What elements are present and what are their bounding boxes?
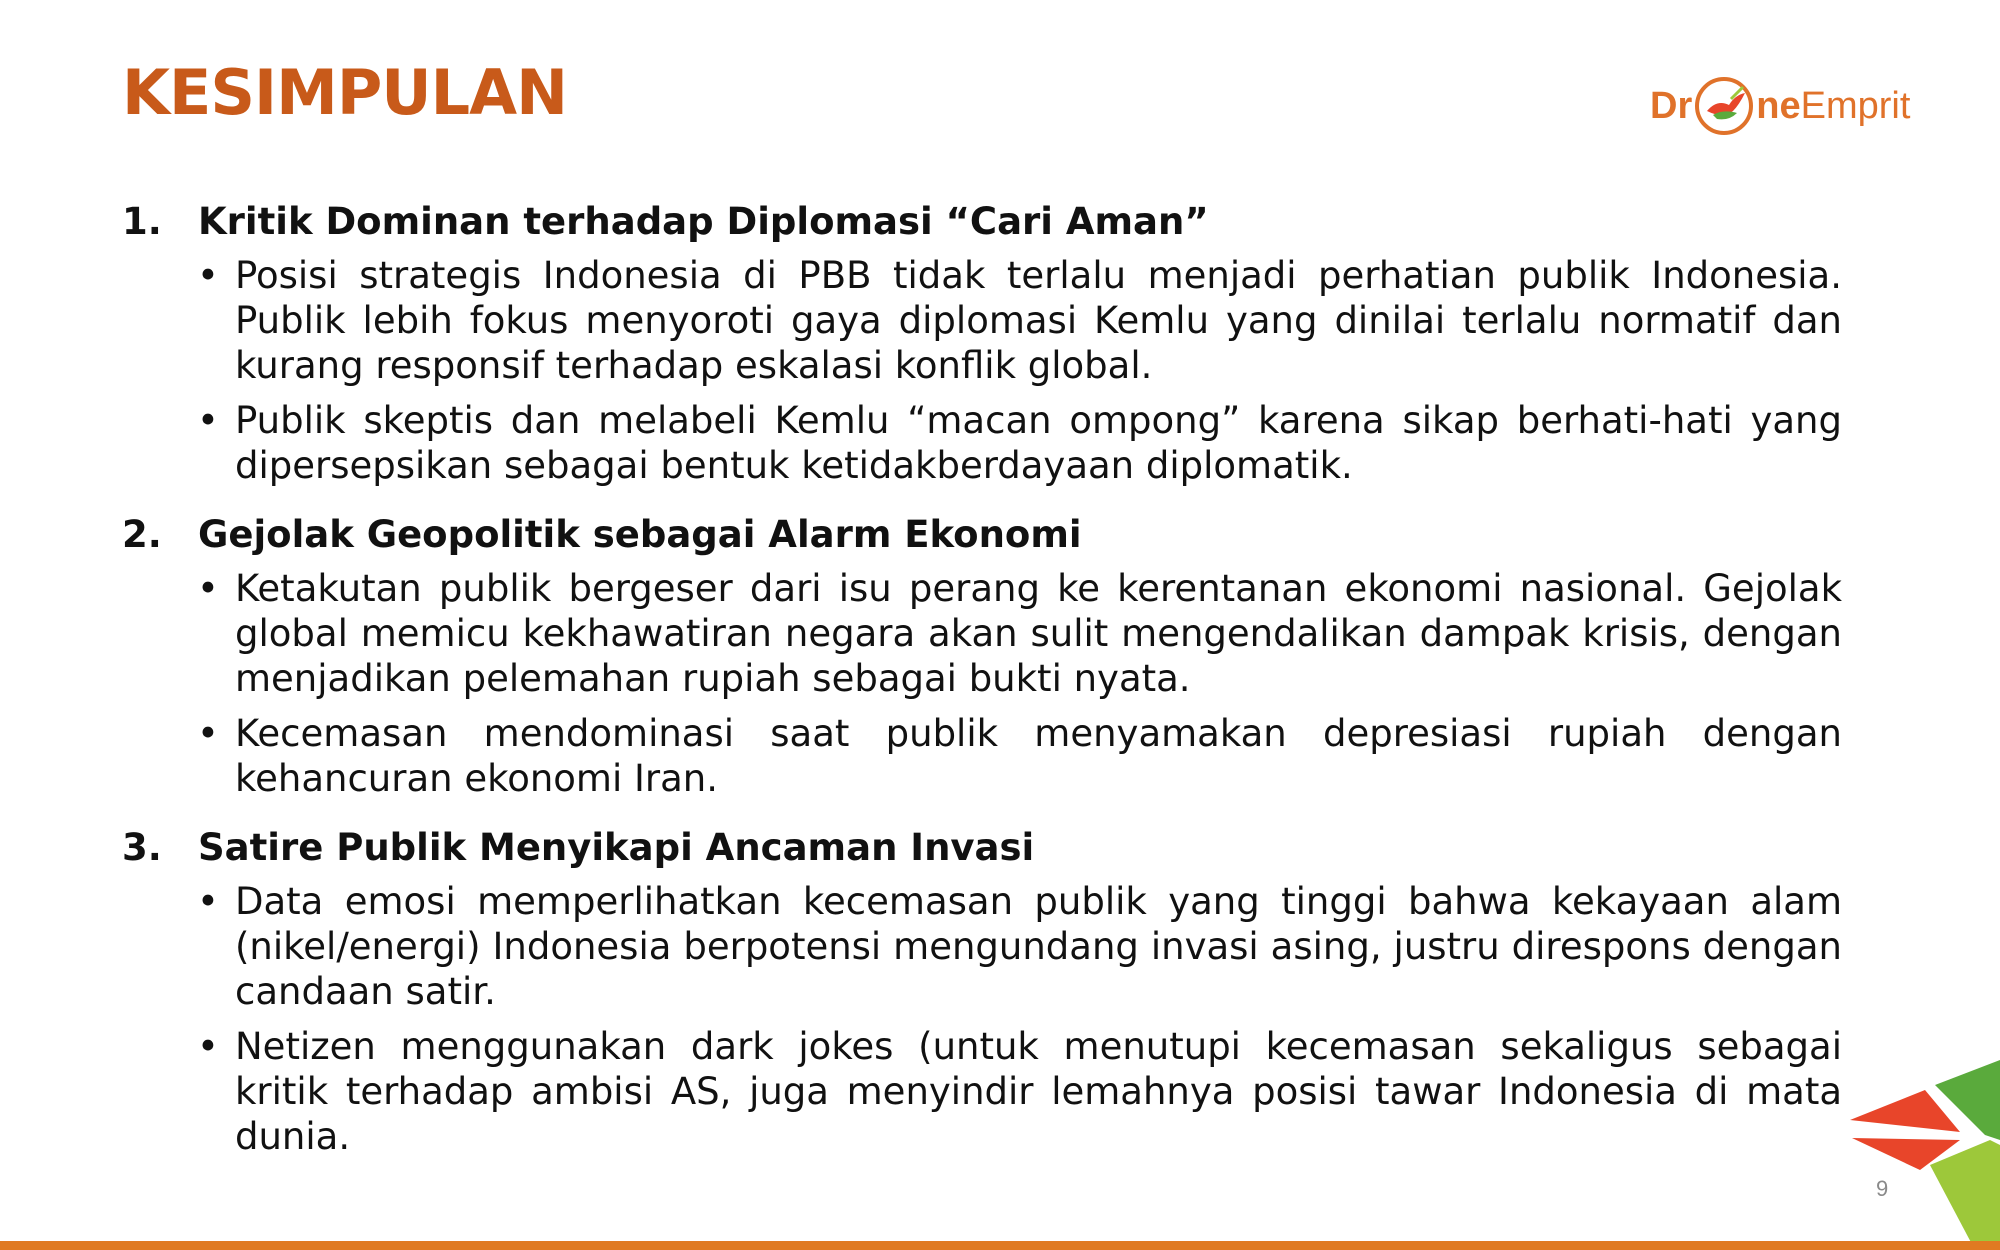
bullet-dot: • [197, 1025, 219, 1068]
footer-bar [0, 1241, 2000, 1250]
bullet-text: Data emosi memperlihatkan kecemasan publik yang tinggi bahwa kekayaan alam (nikel/energi) Indonesia berpotensi mengundang invasi asing, justru direspons dengan candaan satir. [235, 880, 1842, 1013]
section-number: 3. [122, 826, 162, 869]
bullet-dot: • [197, 567, 219, 610]
section-heading [122, 197, 1842, 247]
logo-text-ne: ne [1756, 84, 1801, 127]
section-heading-text: Kritik Dominan terhadap Diplomasi “Cari Aman” [198, 200, 1209, 243]
section-heading [122, 823, 1842, 873]
section-number: 2. [122, 513, 162, 556]
bullet-item [197, 711, 1842, 801]
section-heading-text: Satire Publik Menyikapi Ancaman Invasi [198, 826, 1035, 869]
bullet-item [197, 879, 1842, 1014]
bullet-dot: • [197, 399, 219, 442]
section-3 [122, 823, 1842, 1159]
bullet-text: Ketakutan publik bergeser dari isu perang ke kerentanan ekonomi nasional. Gejolak global memicu kekhawatiran negara akan sulit mengendalikan dampak krisis, dengan menjadikan pelemahan rupiah sebagai bukti nyata. [235, 567, 1842, 700]
section-number: 1. [122, 200, 162, 243]
bullet-dot: • [197, 712, 219, 755]
section-2 [122, 510, 1842, 801]
bullet-item [197, 398, 1842, 488]
bullet-text: Netizen menggunakan dark jokes (untuk menutupi kecemasan sekaligus sebagai kritik terhadap ambisi AS, juga menyindir lemahnya posisi tawar Indonesia di mata dunia. [235, 1025, 1842, 1158]
bullet-item [197, 253, 1842, 388]
bullet-list [122, 566, 1842, 801]
bullet-text: Kecemasan mendominasi saat publik menyamakan depresiasi rupiah dengan kehancuran ekonomi Iran. [235, 712, 1842, 800]
logo-text-dr: Dr [1650, 84, 1693, 127]
section-1 [122, 197, 1842, 488]
bullet-list [122, 879, 1842, 1159]
bird-in-circle-icon [1693, 75, 1755, 137]
bullet-dot: • [197, 880, 219, 923]
section-heading-text: Gejolak Geopolitik sebagai Alarm Ekonomi [198, 513, 1082, 556]
decor-red-shape-top [1850, 1090, 1960, 1132]
page-title: KESIMPULAN [122, 56, 567, 129]
logo-text-emprit: Emprit [1800, 84, 1911, 127]
section-heading [122, 510, 1842, 560]
decor-red-shape-bottom [1852, 1138, 1960, 1170]
bullet-item [197, 566, 1842, 701]
bullet-list [122, 253, 1842, 488]
decor-lime-shape [1930, 1140, 2000, 1250]
page-number: 9 [1876, 1176, 1889, 1201]
decor-green-shape [1935, 1060, 2000, 1140]
conclusion-list [122, 197, 1842, 1181]
bullet-text: Publik skeptis dan melabeli Kemlu “macan ompong” karena sikap berhati-hati yang dipersepsikan sebagai bentuk ketidakberdayaan diplomatik. [235, 399, 1842, 487]
bullet-item [197, 1024, 1842, 1159]
bullet-text: Posisi strategis Indonesia di PBB tidak terlalu menjadi perhatian publik Indonesia. Publik lebih fokus menyoroti gaya diplomasi Kemlu yang dinilai terlalu normatif dan kurang responsif terhadap eskalasi konflik global. [235, 254, 1842, 387]
bullet-dot: • [197, 254, 219, 297]
drone-emprit-logo [1650, 74, 1910, 138]
